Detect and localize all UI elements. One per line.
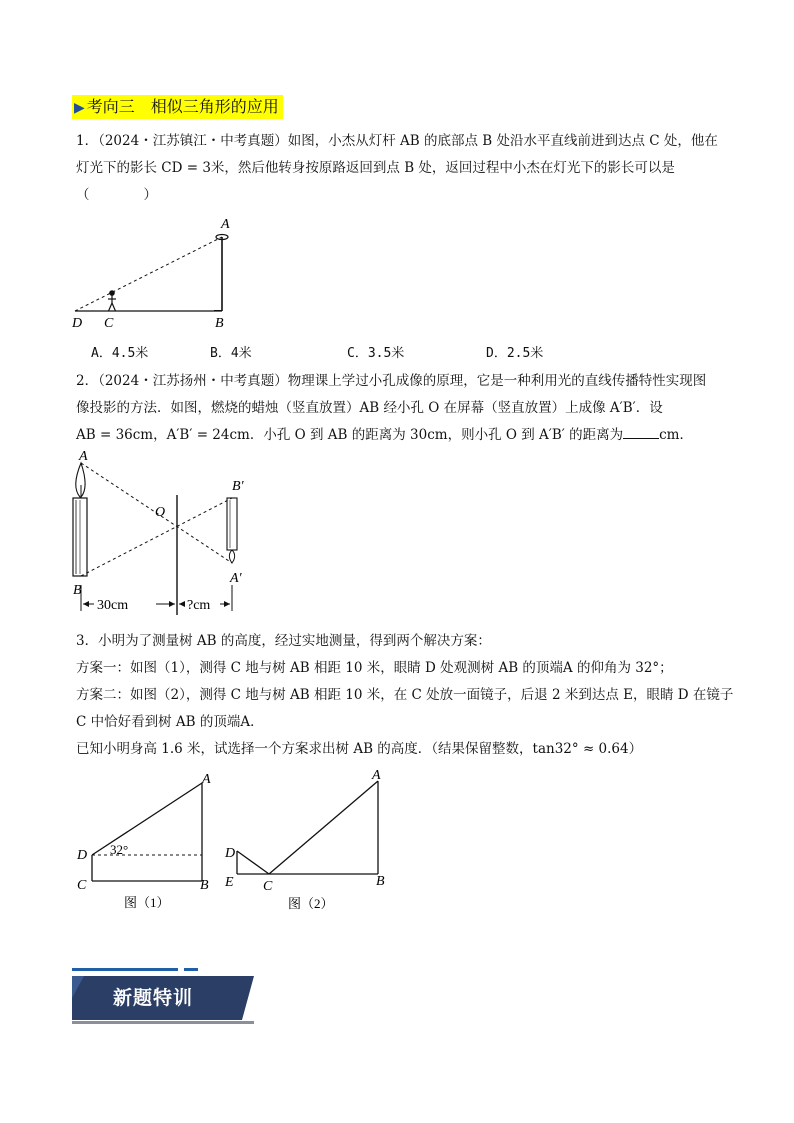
- q1-option-b[interactable]: B．4米: [210, 346, 252, 361]
- q2-label-O: O: [155, 505, 166, 520]
- q1-light-ray: [75, 237, 222, 311]
- q3-line1: 3．小明为了测量树 AB 的高度，经过实地测量，得到两个解决方案：: [76, 633, 491, 649]
- q2-line3-text: AB = 36cm，A′B′ = 24cm．小孔 O 到 AB 的距离为 30cm，则小孔 O 到 A′B′ 的距离为: [76, 427, 624, 443]
- q3-fig1-caption: 图（1）: [124, 895, 170, 910]
- q3-fig2-label-C: C: [263, 879, 273, 894]
- q3-line5: 已知小明身高 1.6 米，试选择一个方案求出树 AB 的高度．（结果保留整数，tan32° ≈ 0.64）: [76, 741, 643, 757]
- q2-line3: [76, 424, 693, 446]
- q1-line1: 1．（2024・江苏镇江・中考真题）如图，小杰从灯杆 AB 的底部点 B 处沿水平直线前进到达点 C 处，他在: [76, 133, 718, 149]
- q1-label-C: C: [104, 316, 114, 331]
- q3-line2: 方案一：如图（1），测得 C 地与树 AB 相距 10 米，眼睛 D 处观测树 AB 的顶端A 的仰角为 32°；: [76, 660, 673, 676]
- q3-fig2-label-D: D: [225, 846, 236, 861]
- q1-answer-paren: （ ）: [76, 187, 157, 203]
- q1-label-D: D: [72, 316, 83, 331]
- q2-line2: 像投影的方法．如图，燃烧的蜡烛（竖直放置）AB 经小孔 O 在屏幕（竖直放置）上成像 A′B′．设: [76, 400, 663, 416]
- q3-figure-2: [220, 765, 400, 915]
- q2-label-A: A: [79, 449, 88, 464]
- section-heading: [72, 95, 283, 119]
- q2-image-flame-icon: [229, 550, 234, 563]
- q2-dimension-30cm: 30cm: [97, 598, 129, 613]
- q2-dimension-unknown: ?cm: [187, 598, 211, 613]
- q2-figure: [60, 445, 260, 620]
- q3-fig1-sight-line: [92, 783, 202, 855]
- q2-line1: 2．（2024・江苏扬州・中考真题）物理课上学过小孔成像的原理，它是一种利用光的直线传播特性实现图: [76, 373, 707, 389]
- q1-option-a[interactable]: A．4.5米: [91, 346, 149, 361]
- q3-fig2-label-B: B: [376, 874, 385, 889]
- q3-line3: 方案二：如图（2），测得 C 地与树 AB 相距 10 米，在 C 处放一面镜子，后退 2 米到达点 E，眼睛 D 在镜子: [76, 687, 734, 703]
- q1-label-A: A: [221, 217, 230, 232]
- section-title: 考向三 相似三角形的应用: [86, 97, 279, 116]
- q1-option-d[interactable]: D．2.5米: [486, 346, 544, 361]
- q2-label-B-prime: B′: [232, 479, 244, 494]
- q2-image-candle: [227, 498, 237, 550]
- q3-fig2-label-E: E: [225, 875, 234, 890]
- q2-label-B: B: [73, 583, 82, 598]
- q3-fig2-sight-line: [269, 781, 378, 874]
- q3-fig2-reflect-ray: [237, 851, 269, 874]
- triangle-marker-icon: ▶: [74, 100, 85, 116]
- q3-fig1-label-A: A: [202, 772, 211, 787]
- q2-label-A-prime: A′: [230, 571, 242, 586]
- q2-answer-blank[interactable]: [623, 424, 659, 439]
- q3-fig1-label-D: D: [77, 848, 88, 863]
- q3-fig1-label-B: B: [200, 878, 209, 893]
- q3-fig1-label-C: C: [77, 878, 87, 893]
- banner-label: 新题特训: [113, 987, 194, 1009]
- q3-fig2-label-A: A: [372, 768, 381, 783]
- q3-fig2-caption: 图（2）: [288, 896, 334, 911]
- q1-option-c[interactable]: C．3.5米: [347, 346, 405, 361]
- q2-line3-unit: cm．: [659, 427, 693, 443]
- q1-label-B: B: [215, 316, 224, 331]
- q1-line2: 灯光下的影长 CD = 3米，然后他转身按原路返回到点 B 处，返回过程中小杰在灯光下的影长可以是: [76, 160, 675, 176]
- q3-fig1-angle: 32°: [110, 842, 129, 857]
- q3-line4: C 中恰好看到树 AB 的顶端A．: [76, 714, 264, 730]
- q1-figure: [60, 210, 260, 335]
- q3-figure-1: [60, 765, 225, 915]
